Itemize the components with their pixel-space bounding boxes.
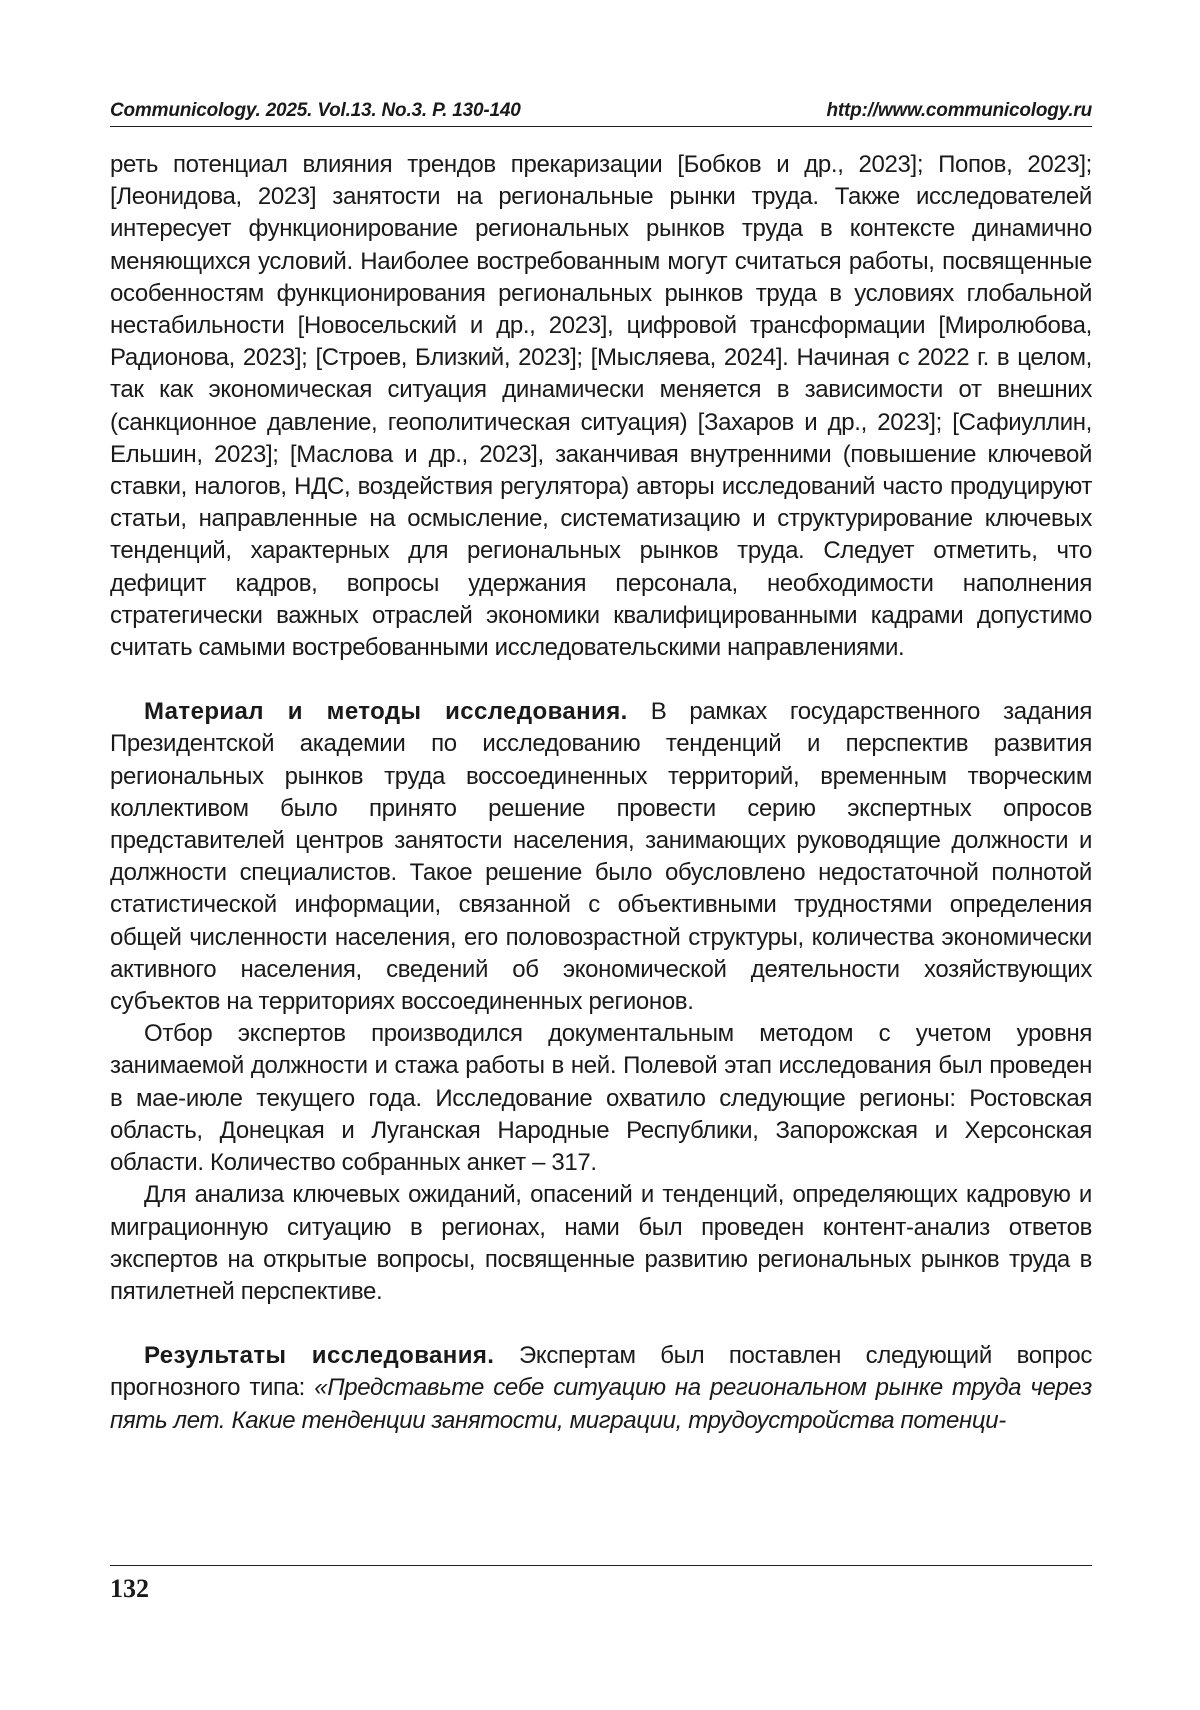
results-paragraph-1-lead: Экспертам был поставлен следующий вопрос прогнозного типа: (110, 1342, 1092, 1402)
page-number: 132 (110, 1574, 149, 1603)
article-page (110, 100, 1092, 1620)
results-survey-question: «Представьте себе ситуацию на региональном рынке труда через пять лет. Какие тенденции занятости, миграции, трудоустройства потенци- (110, 1374, 1092, 1434)
running-head (110, 100, 1092, 127)
journal-url[interactable]: http://www.communicology.ru (826, 100, 1092, 121)
footer-rule (110, 1565, 1092, 1566)
methods-paragraph-1-text: В рамках государственного задания Президентской академии по исследованию тенденций и перспектив развития региональных рынков труда воссоединенных территорий, временным творческим коллективом было принято решение провести серию экспертных опросов представителей центров занятости населения, занимающих руководящие должности и должности специалистов. Такое решение было обусловлено недостаточной полнотой статистической информации, связанной с объективными трудностями определения общей численности населения, его половозрастной структуры, количества экономически активного населения, сведений об экономической деятельности хозяйствующих субъектов на территориях воссоединенных регионов. (110, 698, 1092, 1016)
intro-paragraph: реть потенциал влияния трендов прекаризации [Бобков и др., 2023]; Попов, 2023]; [Леонидова, 2023] занятости на региональные рынки труда. Также исследователей интересует функционирование региональных рынков труда в контексте динамично меняющихся условий. Наиболее востребованным могут считаться работы, посвященные особенностям функционирования региональных рынков труда в условиях глобальной нестабильности [Новосельский и др., 2023], цифровой трансформации [Миролюбова, Радионова, 2023]; [Строев, Близкий, 2023]; [Мысляева, 2024]. Начиная с 2022 г. в целом, так как экономическая ситуация динамически меняется в зависимости от внешних (санкционное давление, геополитическая ситуация) [Захаров и др., 2023]; [Сафиуллин, Ельшин, 2023]; [Маслова и др., 2023], заканчивая внутренними (повышение ключевой ставки, налогов, НДС, воздействия регулятора) авторы исследований часто продуцируют статьи, направленные на осмысление, систематизацию и структурирование ключевых тенденций, характерных для региональных рынков труда. Следует отметить, что дефицит кадров, вопросы удержания персонала, необходимости наполнения стратегически важных отраслей экономики квалифицированными кадрами допустимо считать самыми востребованными исследовательскими направлениями. (110, 151, 1092, 662)
methods-paragraph-2: Отбор экспертов производился документальным методом с учетом уровня занимаемой должности и стажа работы в ней. Полевой этап исследования был проведен в мае-июле текущего года. Исследование охватило следующие регионы: Ростовская область, Донецкая и Луганская Народные Республики, Запорожская и Херсонская области. Количество собранных анкет – 317. (110, 1020, 1092, 1177)
journal-citation: Communicology. 2025. Vol.13. No.3. P. 130-140 (110, 100, 521, 121)
methods-heading: Материал и методы исследования. (144, 698, 628, 726)
methods-paragraph-3: Для анализа ключевых ожиданий, опасений и тенденций, определяющих кадровую и миграционную ситуацию в регионах, нами был проведен контент-анализ ответов экспертов на открытые вопросы, посвященные развитию региональных рынков труда в пятилетней перспективе. (110, 1181, 1092, 1305)
results-paragraph-1 (110, 1340, 1092, 1437)
article-body (110, 149, 1092, 1437)
results-heading: Результаты исследования. (144, 1342, 495, 1370)
methods-paragraph-1 (110, 696, 1092, 1018)
